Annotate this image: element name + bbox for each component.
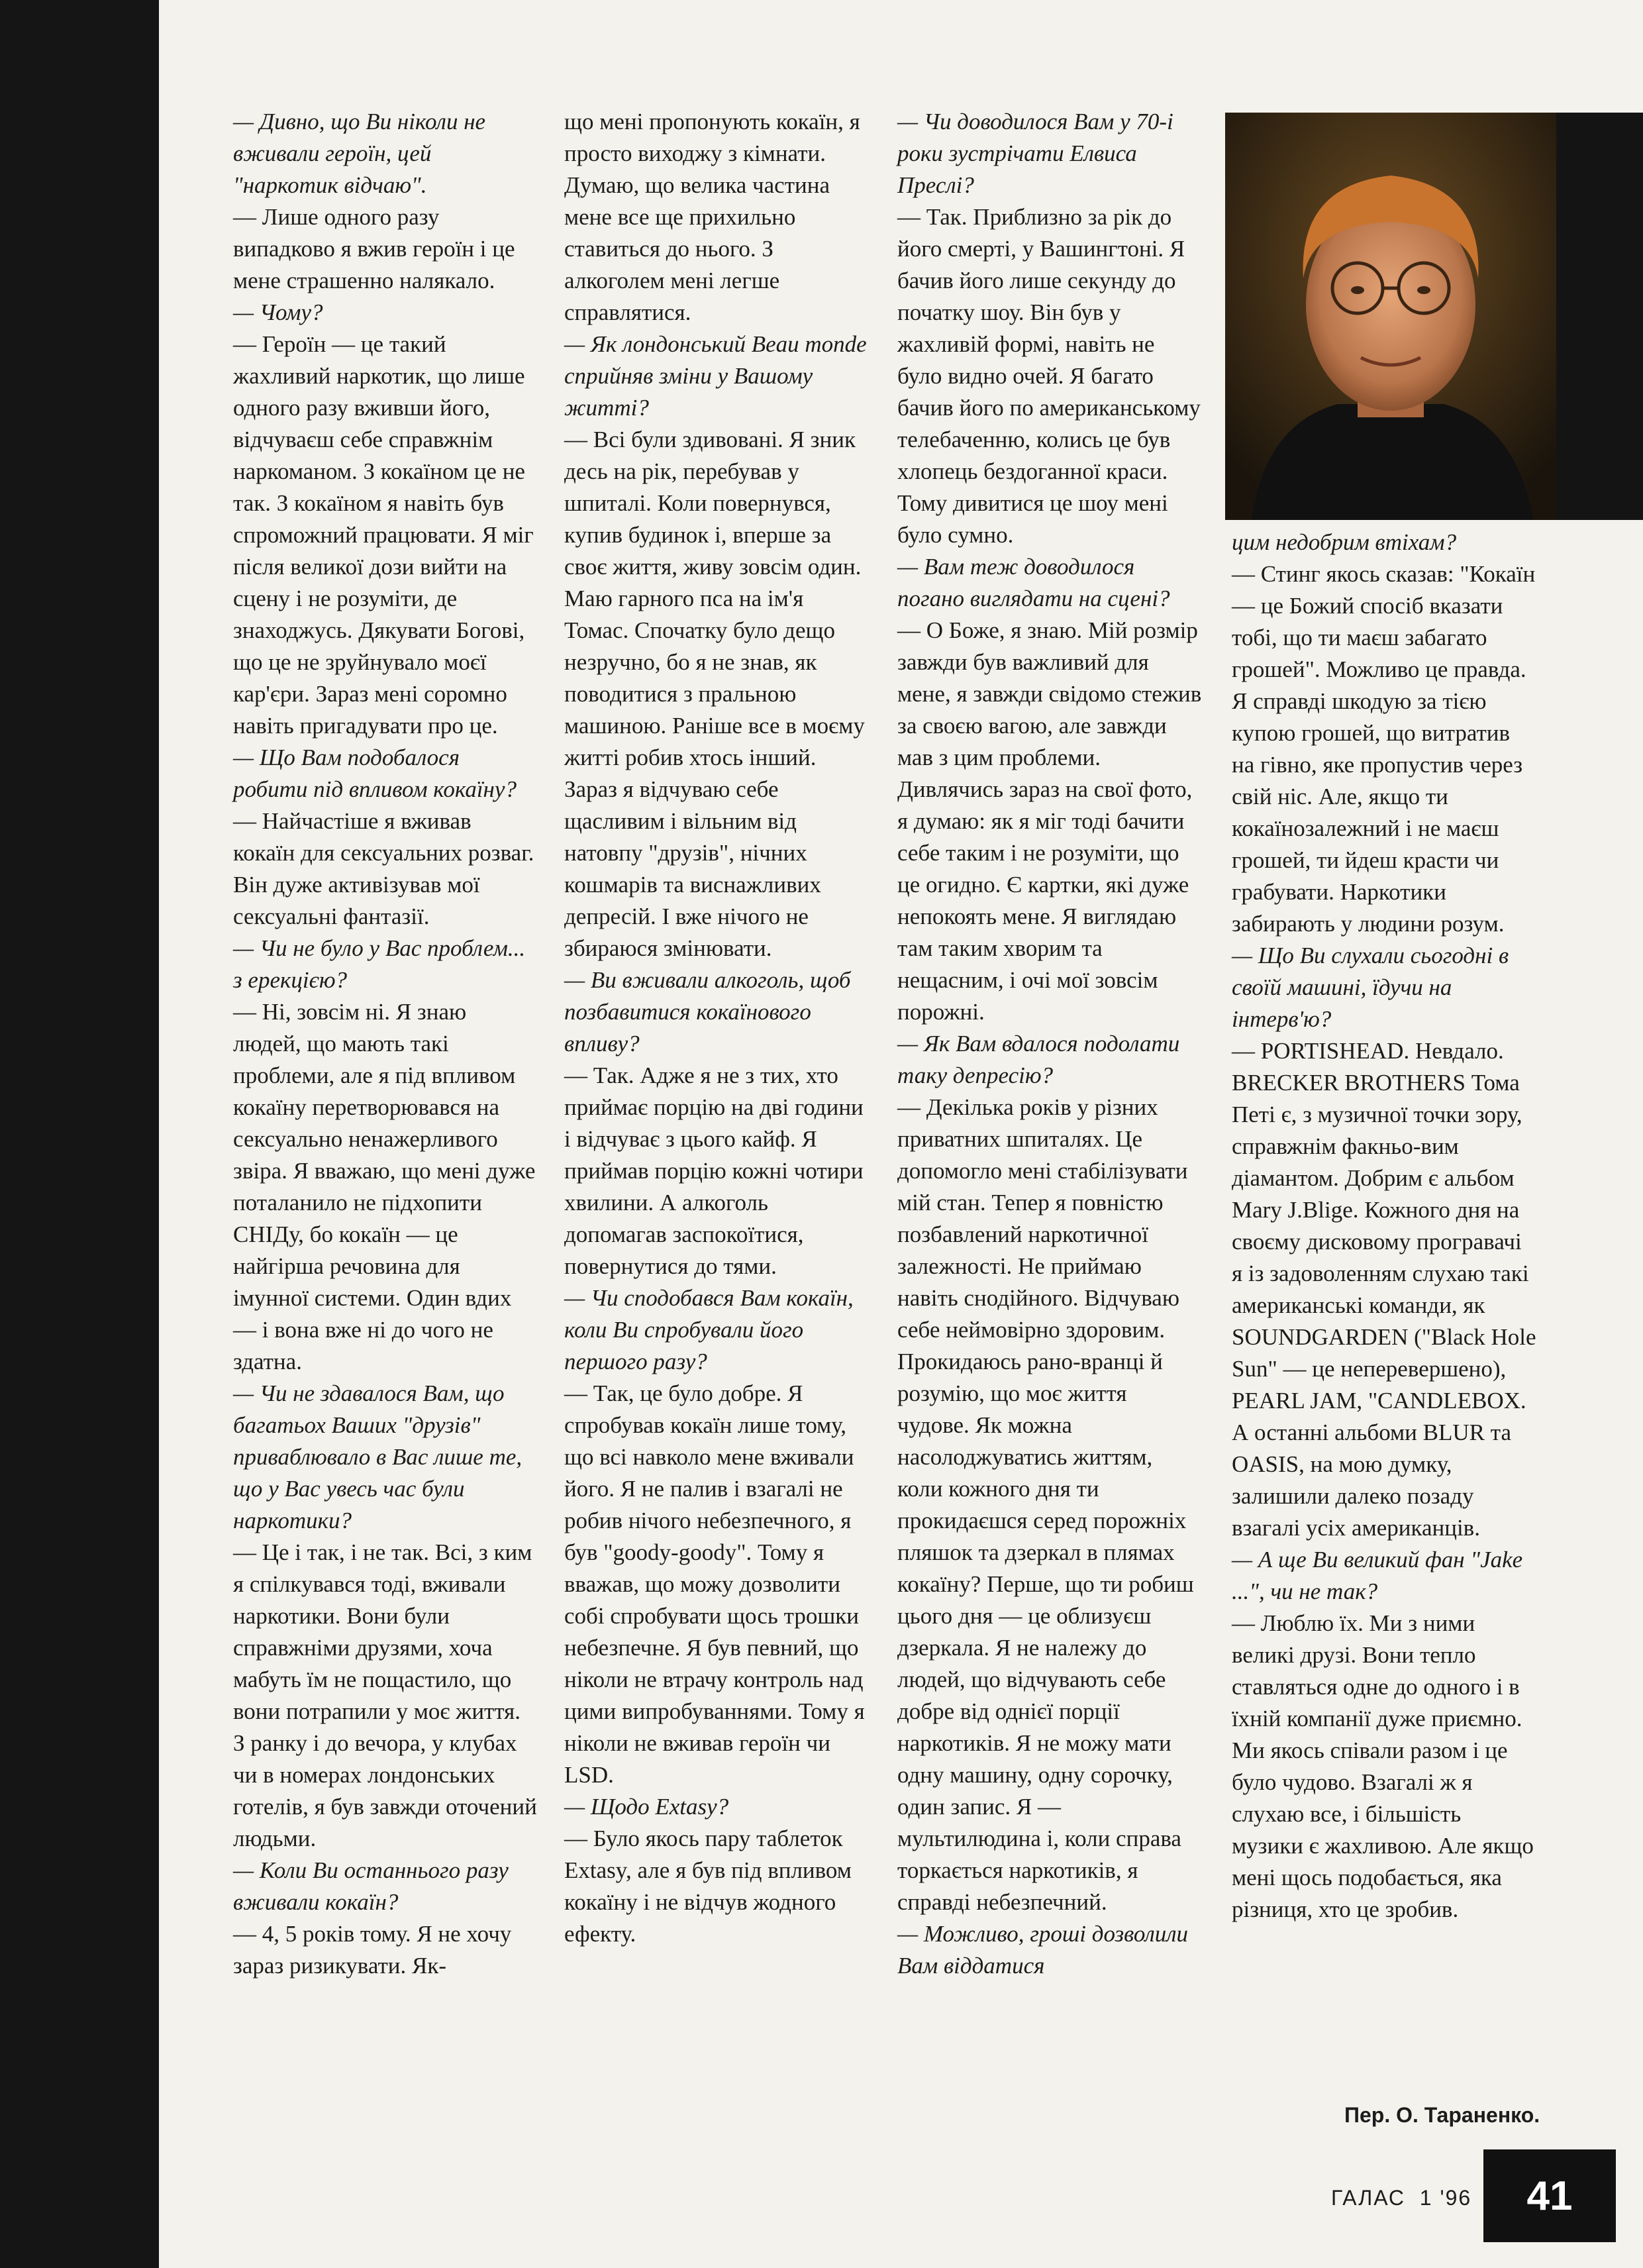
answer-paragraph: — Найчастіше я вживав кокаїн для сексуальних розваг. Він дуже активізував мої сексуальні фантазії. — [233, 808, 534, 929]
answer-paragraph: — PORTISHEAD. Невдало. BRECKER BROTHERS Тома Петі є, з музичної точки зору, справжнім факньо-вим діамантом. Добрим є альбом Mary J.Blige. Кожного дня на своєму дисковому програвачі я із задоволенням слухаю такі американські команди, як SOUNDGARDEN ("Black Hole Sun" — це неперевершено), PEARL JAM, "CANDLEBOX. А останні альбоми BLUR та OASIS, на мою думку, залишили далеко позаду взагалі усіх американців. — [1232, 1038, 1536, 1541]
answer-paragraph: — Так. Адже я не з тих, хто приймає порцію на дві години і відчуває з цього кайф. Я приймав порцію кожні чотири хвилини. А алкоголь допомагав заспокоїтися, повернутися до тями. — [564, 1062, 864, 1279]
question-paragraph: — Чому? — [233, 299, 323, 325]
question-paragraph: — Ви вживали алкоголь, щоб позбавитися кокаїнового впливу? — [564, 967, 851, 1057]
answer-paragraph: — Люблю їх. Ми з ними великі друзі. Вони тепло ставляться одне до одного і в їхній компанії дуже приємно. Ми якось співали разом і це було чудово. Взагалі ж я слухаю все, і більшість музики є жахливою. Але якщо мені щось подобається, яка різниця, хто це зробив. — [1232, 1610, 1534, 1922]
question-paragraph: — Коли Ви останнього разу вживали кокаїн? — [233, 1857, 509, 1915]
portrait-photo — [1225, 113, 1556, 520]
question-paragraph: — Як лондонський Beau monde сприйняв зміни у Вашому житті? — [564, 331, 867, 421]
answer-paragraph: — 4, 5 років тому. Я не хочу зараз ризикувати. Як- — [233, 1921, 512, 1979]
text-column-2 — [564, 106, 870, 1950]
answer-paragraph: — Всі були здивовані. Я зник десь на рік, перебував у шпиталі. Коли повернувся, купив будинок і, вперше за своє життя, живу зовсім один. Маю гарного пса на ім'я Томас. Спочатку було дещо незручно, бо я не знав, як поводитися з пральною машиною. Раніше все в моєму житті робив хтось інший. Зараз я відчуваю себе щасливим і вільним від натовпу "друзів", нічних кошмарів та виснажливих депресій. І вже нічого не збираюся змінювати. — [564, 427, 865, 961]
question-paragraph: — Що Ви слухали сьогодні в своїй машині, їдучи на інтерв'ю? — [1232, 943, 1509, 1032]
answer-paragraph: — Так, це було добре. Я спробував кокаїн лише тому, що всі навколо мене вживали його. Я не палив і взагалі не робив нічого небезпечного, я був "goody-goody". Тому я вважав, що можу дозволити собі спробувати щось трошки небезпечне. Я був певний, що ніколи не втрачу контроль над цими випробуваннями. Тому я ніколи не вживав героїн чи LSD. — [564, 1380, 865, 1788]
answer-paragraph: — Лише одного разу випадково я вжив героїн і це мене страшенно налякало. — [233, 204, 515, 293]
left-margin-bar — [0, 0, 159, 2268]
question-paragraph: — Вам теж доводилося погано виглядати на сцені? — [897, 554, 1170, 611]
answer-paragraph: що мені пропонують кокаїн, я просто виходжу з кімнати. Думаю, що велика частина мене все ще прихильно ставиться до нього. З алкоголем мені легше справлятися. — [564, 109, 860, 325]
answer-paragraph: — Так. Приблизно за рік до його смерті, у Вашингтоні. Я бачив його лише секунду до початку шоу. Він був у жахливій формі, навіть не було видно очей. Я багато бачив його по американському телебаченню, колись це був хлопець бездоганної краси. Тому дивитися це шоу мені було сумно. — [897, 204, 1201, 548]
translator-credit: Пер. О. Тараненко. — [1344, 2103, 1540, 2127]
question-paragraph: цим недобрим втіхам? — [1232, 529, 1457, 555]
answer-paragraph: — О Боже, я знаю. Мій розмір завжди був важливий для мене, я завжди свідомо стежив за своєю вагою, але завжди мав з цим проблеми. Дивлячись зараз на свої фото, я думаю: як я міг тоді бачити себе таким і не розуміти, що це огидно. Є картки, які дуже непокоять мене. Я виглядаю там таким хворим та нещасним, і очі мої зовсім порожні. — [897, 617, 1202, 1025]
question-paragraph: — Як Вам вдалося подолати таку депресію? — [897, 1031, 1180, 1088]
question-paragraph: — Щодо Extasy? — [564, 1794, 729, 1820]
answer-paragraph: — Декілька років у різних приватних шпиталях. Це допомогло мені стабілізувати мій стан. Тепер я повністю позбавлений наркотичної залежності. Не приймаю навіть снодійного. Відчуваю себе неймовірно здоровим. Прокидаюсь рано-вранці й розумію, що моє життя чудове. Як можна насолоджуватись життям, коли кожного дня ти прокидаєшся серед порожніх пляшок та дзеркал в плямах кокаїну? Перше, що ти робиш цього дня — це облизуєш дзеркала. Я не належу до людей, що відчувають себе добре від однієї порції наркотиків. Я не можу мати одну машину, одну сорочку, один запис. Я — мультилюдина і, коли справа торкається наркотиків, я справді небезпечний. — [897, 1094, 1194, 1915]
text-column-1 — [233, 106, 538, 1982]
question-paragraph: — Що Вам подобалося робити під впливом кокаїну? — [233, 745, 517, 802]
text-column-4 — [1232, 527, 1536, 1926]
question-paragraph: — Можливо, гроші дозволили Вам віддатися — [897, 1921, 1189, 1979]
issue-number: 1 '96 — [1419, 2186, 1472, 2210]
right-edge-bar — [1556, 113, 1643, 520]
answer-paragraph: — Ні, зовсім ні. Я знаю людей, що мають такі проблеми, але я під впливом кокаїну перетворювався на сексуально ненажерливого звіра. Я вважаю, що мені дуже поталанило не підхопити СНІДу, бо кокаїн — це найгірша речовина для імунної системи. Один вдих — і вона вже ні до чого не здатна. — [233, 999, 536, 1374]
question-paragraph: — Дивно, що Ви ніколи не вживали героїн, цей "наркотик відчаю". — [233, 109, 486, 198]
answer-paragraph: — Було якось пару таблеток Extasy, але я був під впливом кокаїну і не відчув жодного ефекту. — [564, 1826, 852, 1947]
answer-paragraph: — Це і так, і не так. Всі, з ким я спілкувався тоді, вживали наркотики. Вони були справжніми друзями, хоча мабуть їм не пощастило, що вони потрапили у моє життя. З ранку і до вечора, у клубах чи в номерах лондонських готелів, я був завжди оточений людьми. — [233, 1539, 537, 1851]
magazine-name: ГАЛАС — [1331, 2186, 1405, 2210]
question-paragraph: — Чи доводилося Вам у 70-і роки зустрічати Елвиса Преслі? — [897, 109, 1173, 198]
question-paragraph: — Чи сподобався Вам кокаїн, коли Ви спробували його першого разу? — [564, 1285, 854, 1374]
question-paragraph: — Чи не було у Вас проблем... з ерекцією? — [233, 935, 526, 993]
question-paragraph: — А ще Ви великий фан "Jake ...", чи не так? — [1232, 1547, 1523, 1604]
text-column-3 — [897, 106, 1202, 1982]
answer-paragraph: — Стинг якось сказав: "Кокаїн — це Божий спосіб вказати тобі, що ти маєш забагато грошей". Можливо це правда. Я справді шкодую за тією купою грошей, що витратив на гівно, яке пропустив через свій ніс. Але, якщо ти кокаїнозалежний і не маєш грошей, ти йдеш красти чи грабувати. Наркотики забирають у людини розум. — [1232, 561, 1536, 937]
answer-paragraph: — Героїн — це такий жахливий наркотик, що лише одного разу вживши його, відчуваєш себе справжнім наркоманом. З кокаїном це не так. З кокаїном я навіть був спроможний працювати. Я міг після великої дози вийти на сцену і не розуміти, де знаходжусь. Дякувати Богові, що це не зруйнувало моєї кар'єри. Зараз мені соромно навіть пригадувати про це. — [233, 331, 534, 739]
page-footer — [1331, 2186, 1471, 2210]
question-paragraph: — Чи не здавалося Вам, що багатьох Ваших "друзів" приваблювало в Вас лише те, що у Вас увесь час були наркотики? — [233, 1380, 523, 1533]
page-number: 41 — [1483, 2149, 1616, 2242]
